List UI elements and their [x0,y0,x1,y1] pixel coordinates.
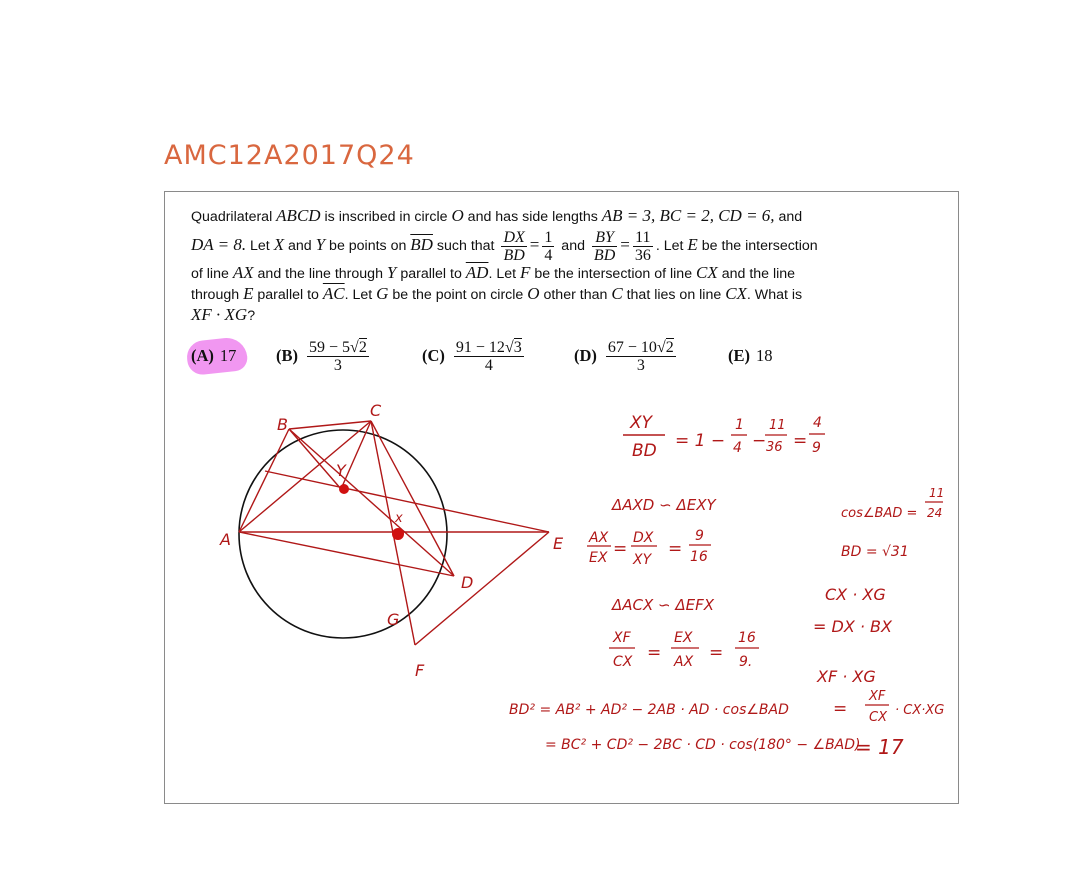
label-c: C [370,401,382,420]
text: be the intersection of line [530,266,697,282]
point-y [339,484,349,494]
math: O [451,206,464,225]
text: . Let [655,238,688,254]
note-text: = [647,643,662,663]
line-ef [415,532,549,645]
math: G [376,284,389,303]
note-frac-den: EX [589,550,608,566]
denominator: BD [593,246,616,264]
math: O [527,284,540,303]
notes [509,413,944,759]
choice-label: (A) [191,346,214,365]
numerator: 11 [633,229,653,247]
note-frac-num: AX [589,530,609,546]
segment-bc [289,421,371,429]
radicand: 2 [358,338,367,356]
math: AB = 3, BC = 2, CD = 6, [601,206,775,225]
label-b: B [277,415,288,434]
denominator: 4 [544,246,553,264]
note-frac-den: 9. [739,654,753,670]
label-f: F [415,661,425,680]
text: and [284,238,316,254]
text: through [191,287,244,303]
numerator: BY [592,229,617,247]
math: ABCD [276,206,321,225]
note-text: − [752,431,767,451]
note-law-of-cosines-2: = BC² + CD² − 2BC · CD · cos(180° − ∠BAD) [545,737,861,753]
note-text: = [793,431,808,451]
numerator: 91 − 12√3 [455,338,522,356]
text: . Let [344,287,377,303]
segment-ad [239,532,454,576]
denominator: 3 [636,356,645,374]
math: Y [315,235,326,254]
note-similar-2: ΔACX ∽ ΔEFX [612,596,715,614]
page-title: AMC12A2017Q24 [164,140,415,171]
math: $\overline{AD}$ [465,263,489,282]
note-frac-num: 9 [695,528,704,544]
note-xf-xg: XF · XG [817,667,876,686]
text: that lies on line [622,287,726,303]
text: be the point on circle [388,287,528,303]
note-frac-num: XY [630,413,653,433]
note-text: = [613,539,628,559]
note-frac-num: XF [869,689,886,704]
math: CX [725,284,747,303]
label-e: E [553,534,564,553]
note-text: = [668,539,683,559]
note-text: = [833,699,848,719]
text: and has side lengths [463,209,602,225]
text: parallel to [396,266,466,282]
equals: = [529,235,540,254]
note-frac-num: 4 [813,415,822,431]
math: E [243,284,254,303]
choice-value: 18 [756,346,773,365]
line-ye [265,471,549,532]
num-text: 91 − 12 [455,338,505,356]
label-x: x [395,511,403,526]
problem-card [164,191,959,804]
note-frac-num: 16 [738,630,756,646]
math: F [520,263,531,282]
text: be the intersection [697,238,818,254]
numerator: DX [503,228,525,246]
note-text: = [709,643,724,663]
note-text: = 1 − [675,431,726,451]
note-frac-num: 1 [735,417,744,433]
note-frac-den: 16 [690,549,708,565]
text: of line [191,266,233,282]
note-frac-num: EX [674,630,693,646]
handwritten-work [165,192,960,805]
note-similar-1: ΔAXD ∽ ΔEXY [612,496,716,514]
equals: = [620,235,630,254]
segment-by [289,429,341,489]
text: and the line [717,266,796,282]
note-cos: cos∠BAD = [841,506,918,521]
math: XF · XG [191,305,248,324]
denominator: 3 [333,356,342,374]
note-bd: BD = √31 [841,544,909,560]
choice-label: (D) [574,346,597,365]
math: DA = 8. [191,235,247,254]
label-g: G [387,610,400,629]
note-frac-den: 9 [812,440,821,456]
note-frac-num: 11 [929,486,945,500]
num-text: 59 − 5 [309,338,351,356]
denominator: BD [503,246,525,264]
num-text: 67 − 10 [607,338,657,356]
note-frac-den: 24 [927,506,943,520]
radicand: 2 [665,338,674,356]
label-y: Y [336,461,346,480]
radicand: 3 [513,338,522,356]
text: other than [539,287,612,303]
note-frac-den: CX [869,710,887,725]
choice-label: (B) [276,346,298,365]
numerator: 59 − 5√2 [309,338,367,356]
text: and the line through [253,266,387,282]
segment-bd [289,429,454,576]
note-frac-den: AX [674,654,694,670]
text: is inscribed in circle [320,209,452,225]
math: $\overline{BD}$ [410,235,433,254]
note-frac-den: 4 [733,440,742,456]
label-a: A [220,530,231,549]
text: and [774,209,803,225]
note-power-2: = DX · BX [813,617,892,636]
note-power-1: CX · XG [825,585,886,604]
text: . What is [746,287,803,303]
denominator: 4 [484,356,493,374]
note-frac-den: BD [632,441,657,461]
text: parallel to [253,287,323,303]
math: Y [386,263,397,282]
text: such that [432,238,499,254]
text: Let [246,238,274,254]
note-frac-num: 11 [769,418,786,433]
numerator: 67 − 10√2 [607,338,674,356]
choice-label: (E) [728,346,750,365]
math: X [273,235,285,254]
denominator: 36 [634,246,651,264]
numerator: 1 [544,228,553,246]
note-frac-num: XF [613,630,631,646]
note-answer: = 17 [855,735,904,759]
segment-ab [239,429,289,532]
note-frac-den: XY [633,552,652,568]
choice-label: (C) [422,346,445,365]
text: ? [247,308,256,324]
note-frac-den: 36 [766,440,783,455]
text: be points on [325,238,411,254]
math: C [611,284,623,303]
point-x [392,528,404,540]
choice-value: 17 [219,346,237,365]
text: and [557,238,589,254]
math: AX [232,263,254,282]
math: E [687,235,698,254]
note-frac-den: CX [613,654,633,670]
label-d: D [461,573,474,592]
text: . Let [488,266,521,282]
text: Quadrilateral [191,209,277,225]
note-frac-num: DX [633,530,654,546]
note-law-of-cosines-1: BD² = AB² + AD² − 2AB · AD · cos∠BAD [509,702,789,718]
math: CX [696,263,718,282]
math: $\overline{AC}$ [322,284,345,303]
note-text: · CX·XG [895,703,945,718]
